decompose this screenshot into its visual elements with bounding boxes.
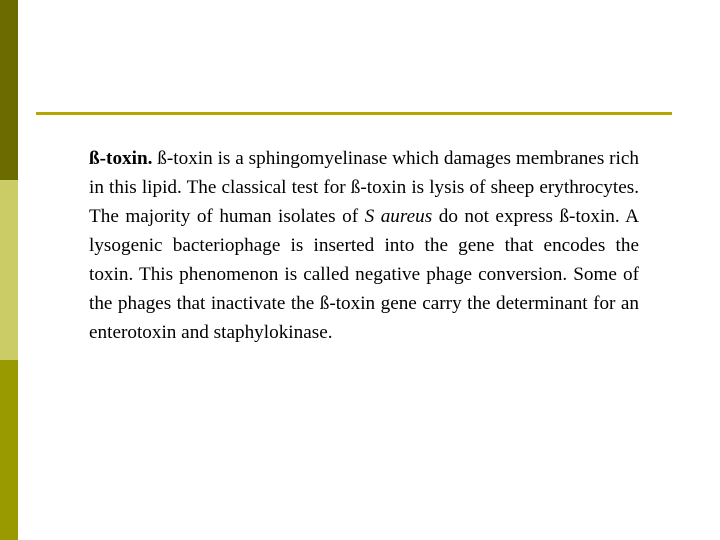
side-bar-bottom-segment [0,360,18,540]
lead-term: ß-toxin. [89,148,153,169]
slide-body-text [89,144,639,347]
species-name: S aureus [364,206,433,227]
side-bar-top-segment [0,0,18,180]
body-text-part-2: do not express ß-toxin. A lysogenic bacteriophage is inserted into the gene that encodes the toxin. This phenomenon is called negative phage conversion. Some of the phages that inactivate the ß-toxin gene carry the determinant for an enterotoxin and staphylokinase. [89,206,639,343]
body-text-part-1: ß-toxin is a sphingomyelinase which damages membranes rich in this lipid. The classical test for ß-toxin is lysis of sheep erythrocytes. The majority of human isolates of [89,148,639,227]
title-divider-line [36,112,672,115]
side-bar-middle-segment [0,180,18,360]
